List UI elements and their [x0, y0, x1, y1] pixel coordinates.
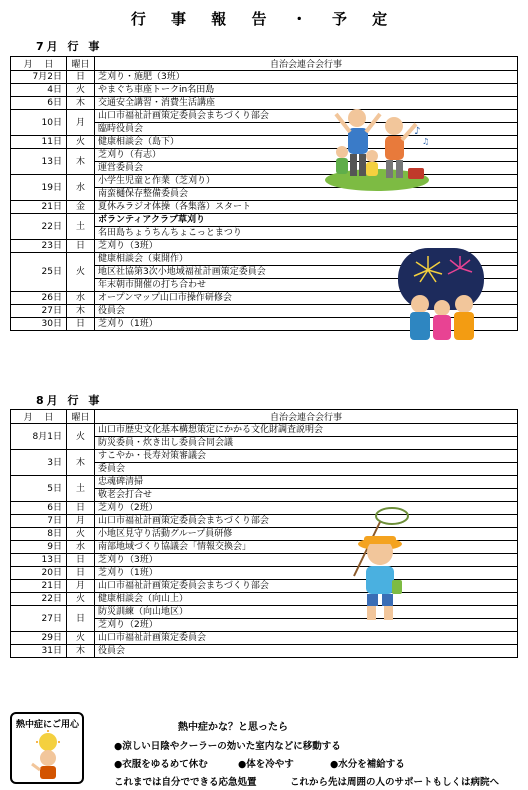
row-events: [95, 214, 518, 240]
row-date: 3日: [11, 450, 67, 476]
event-item: 山口市歴史文化基本構想策定にかかる文化財調査説明会: [95, 424, 517, 437]
schedule-row: [11, 175, 518, 201]
row-weekday: 月: [67, 110, 95, 136]
svg-text:♪: ♪: [414, 126, 421, 137]
row-events: [95, 580, 518, 593]
row-date: 13日: [11, 554, 67, 567]
heatstroke-bottom-left: これまでは自分でできる応急処置: [114, 777, 257, 788]
row-weekday: 日: [67, 318, 95, 331]
event-item: 小学生児童と作業（芝刈り）: [95, 175, 517, 188]
schedule-row: [11, 528, 518, 541]
event-item: 芝刈り（2班）: [98, 503, 158, 513]
schedule-row: [11, 136, 518, 149]
row-weekday: 日: [67, 606, 95, 632]
row-weekday: 火: [67, 528, 95, 541]
schedule-row: [11, 515, 518, 528]
row-weekday: 金: [67, 201, 95, 214]
schedule-row: [11, 580, 518, 593]
event-item: オープンマップ山口市操作研修会: [98, 293, 232, 303]
heatstroke-tip-1: ●涼しい日陰やクーラーの効いた室内などに移動する: [114, 741, 341, 752]
row-events: [95, 71, 518, 84]
row-weekday: 日: [67, 554, 95, 567]
row-events: [95, 476, 518, 502]
row-date: 22日: [11, 214, 67, 240]
event-item: 山口市福祉計画策定委員会まちづくり部会: [98, 581, 269, 591]
row-date: 30日: [11, 318, 67, 331]
col-date: 月 日: [11, 410, 67, 424]
event-item: 年末朝市開催の打ち合わせ: [98, 280, 207, 290]
event-item: 芝刈り・施肥（3班）: [98, 72, 185, 82]
event-item: ボランティアクラブ草刈り: [95, 214, 517, 227]
row-date: 21日: [11, 580, 67, 593]
schedule-row: [11, 606, 518, 632]
row-date: 5日: [11, 476, 67, 502]
heatstroke-warning-box: [10, 712, 84, 784]
row-events: [95, 567, 518, 580]
row-date: 7月2日: [11, 71, 67, 84]
schedule-row: [11, 567, 518, 580]
event-item: 芝刈り（3班）: [98, 241, 158, 251]
row-events: [95, 110, 518, 136]
row-weekday: 月: [67, 580, 95, 593]
row-events: [95, 84, 518, 97]
schedule-row: [11, 214, 518, 240]
event-item: 防災委員・炊き出し委員合同会議: [98, 438, 234, 448]
event-item: 芝刈り（有志）: [95, 149, 517, 162]
row-date: 4日: [11, 84, 67, 97]
event-item: 委員会: [98, 464, 126, 474]
event-item: 山口市福祉計画策定委員会: [98, 633, 207, 643]
heatstroke-tip-2a: ●衣服をゆるめて休む: [114, 759, 208, 770]
event-item: 臨時役員会: [98, 124, 144, 134]
row-date: 8月1日: [11, 424, 67, 450]
row-weekday: 木: [67, 450, 95, 476]
row-events: [95, 606, 518, 632]
row-weekday: 火: [67, 136, 95, 149]
row-weekday: 木: [67, 305, 95, 318]
row-date: 10日: [11, 110, 67, 136]
row-weekday: 木: [67, 97, 95, 110]
event-item: 役員会: [98, 306, 126, 316]
row-weekday: 土: [67, 476, 95, 502]
row-events: [95, 645, 518, 658]
row-date: 21日: [11, 201, 67, 214]
page-title: 行 事 報 告 ・ 予 定: [130, 10, 398, 28]
col-dow: 曜日: [67, 57, 95, 71]
row-events: [95, 201, 518, 214]
col-date: 月 日: [11, 57, 67, 71]
event-item: 名田島ちょうちんちょこっとまつり: [98, 228, 242, 238]
event-item: 芝刈り（2班）: [98, 620, 158, 630]
row-weekday: 水: [67, 292, 95, 305]
event-item: 芝刈り（1班）: [98, 568, 158, 578]
schedule-row: [11, 110, 518, 136]
row-date: 22日: [11, 593, 67, 606]
row-weekday: 土: [67, 214, 95, 240]
row-date: 6日: [11, 502, 67, 515]
row-date: 31日: [11, 645, 67, 658]
row-weekday: 木: [67, 149, 95, 175]
event-item: 夏休みラジオ体操（各集落）スタート: [98, 202, 252, 212]
row-events: [95, 528, 518, 541]
row-weekday: 日: [67, 240, 95, 253]
event-item: すこやか・長寿対策審議会: [95, 450, 517, 463]
schedule-row: [11, 645, 518, 658]
row-date: 25日: [11, 253, 67, 292]
event-item: 芝刈り（3班）: [98, 555, 158, 565]
row-date: 26日: [11, 292, 67, 305]
row-weekday: 日: [67, 71, 95, 84]
schedule-row: [11, 84, 518, 97]
row-events: [95, 175, 518, 201]
col-events: 自治会連合会行事: [95, 57, 518, 71]
col-dow: 曜日: [67, 410, 95, 424]
row-date: 23日: [11, 240, 67, 253]
heatstroke-sun-icon: [26, 730, 70, 780]
row-weekday: 火: [67, 253, 95, 292]
event-item: 交通安全講習・消費生活講座: [98, 98, 216, 108]
row-weekday: 日: [67, 567, 95, 580]
row-weekday: 火: [67, 632, 95, 645]
event-item: 健康相談会（東開作）: [95, 253, 517, 266]
row-date: 9日: [11, 541, 67, 554]
event-item: 芝刈り（1班）: [98, 319, 158, 329]
row-date: 29日: [11, 632, 67, 645]
row-weekday: 火: [67, 84, 95, 97]
event-item: 健康相談会（向山上）: [98, 594, 189, 604]
heatstroke-bottom-right: これから先は周囲の人のサポートもしくは病院へ: [290, 777, 500, 788]
row-events: [95, 450, 518, 476]
event-item: 敬老会打合せ: [98, 490, 153, 500]
row-events: [95, 136, 518, 149]
event-item: 山口市福祉計画策定委員会まちづくり部会: [95, 110, 517, 123]
event-item: 健康相談会（島下）: [98, 137, 180, 147]
boy-with-bug-net-illustration: [340, 506, 420, 624]
row-date: 27日: [11, 606, 67, 632]
heatstroke-tip-2b: ●体を冷やす: [238, 759, 294, 770]
heatstroke-label: 熱中症にご用心: [16, 720, 80, 730]
row-weekday: 月: [67, 515, 95, 528]
schedule-row: [11, 476, 518, 502]
event-item: 地区社協第3次小地域福祉計画策定委員会: [95, 266, 517, 279]
row-weekday: 水: [67, 541, 95, 554]
event-item: 小地区見守り活動グループ員研修: [98, 529, 233, 539]
row-weekday: 日: [67, 502, 95, 515]
aug-heading: 8月 行 事: [36, 394, 103, 407]
row-date: 6日: [11, 97, 67, 110]
event-item: 南蛮樋保存整備委員会: [98, 189, 189, 199]
row-date: 11日: [11, 136, 67, 149]
event-item: 山口市福祉計画策定委員会まちづくり部会: [98, 516, 269, 526]
row-date: 20日: [11, 567, 67, 580]
row-weekday: 木: [67, 645, 95, 658]
event-item: 防災訓練（向山地区）: [95, 606, 517, 619]
row-date: 7日: [11, 515, 67, 528]
col-events: 自治会連合会行事: [95, 410, 518, 424]
heatstroke-tip-2c: ●水分を補給する: [330, 759, 405, 770]
schedule-row: [11, 450, 518, 476]
schedule-row: [11, 632, 518, 645]
schedule-row: [11, 71, 518, 84]
row-events: [95, 424, 518, 450]
event-item: 運営委員会: [98, 163, 144, 173]
row-events: [95, 97, 518, 110]
schedule-row: [11, 97, 518, 110]
row-events: [95, 593, 518, 606]
heatstroke-lead: 熱中症かな？と思ったら: [178, 722, 288, 733]
event-item: 南部地域づくり協議会「情報交換会」: [98, 542, 252, 552]
schedule-row: [11, 149, 518, 175]
row-date: 27日: [11, 305, 67, 318]
row-date: 8日: [11, 528, 67, 541]
schedule-row: [11, 502, 518, 515]
festival-fireworks-illustration: [398, 248, 484, 343]
schedule-row: [11, 554, 518, 567]
event-item: やまぐち車座トークin名田島: [98, 85, 215, 95]
schedule-row: [11, 424, 518, 450]
row-date: 19日: [11, 175, 67, 201]
radio-exercise-illustration: [322, 100, 432, 192]
schedule-row: [11, 593, 518, 606]
row-events: [95, 515, 518, 528]
row-weekday: 火: [67, 424, 95, 450]
august-table: [10, 409, 518, 658]
row-weekday: 水: [67, 175, 95, 201]
event-item: 役員会: [98, 646, 126, 656]
july-heading: 7月 行 事: [36, 40, 103, 53]
row-events: [95, 502, 518, 515]
row-date: 13日: [11, 149, 67, 175]
row-events: [95, 541, 518, 554]
row-events: [95, 149, 518, 175]
row-events: [95, 554, 518, 567]
row-events: [95, 632, 518, 645]
schedule-row: [11, 201, 518, 214]
schedule-row: [11, 541, 518, 554]
row-weekday: 火: [67, 593, 95, 606]
event-item: 忠魂碑清掃: [95, 476, 517, 489]
svg-text:♫: ♫: [422, 137, 430, 146]
